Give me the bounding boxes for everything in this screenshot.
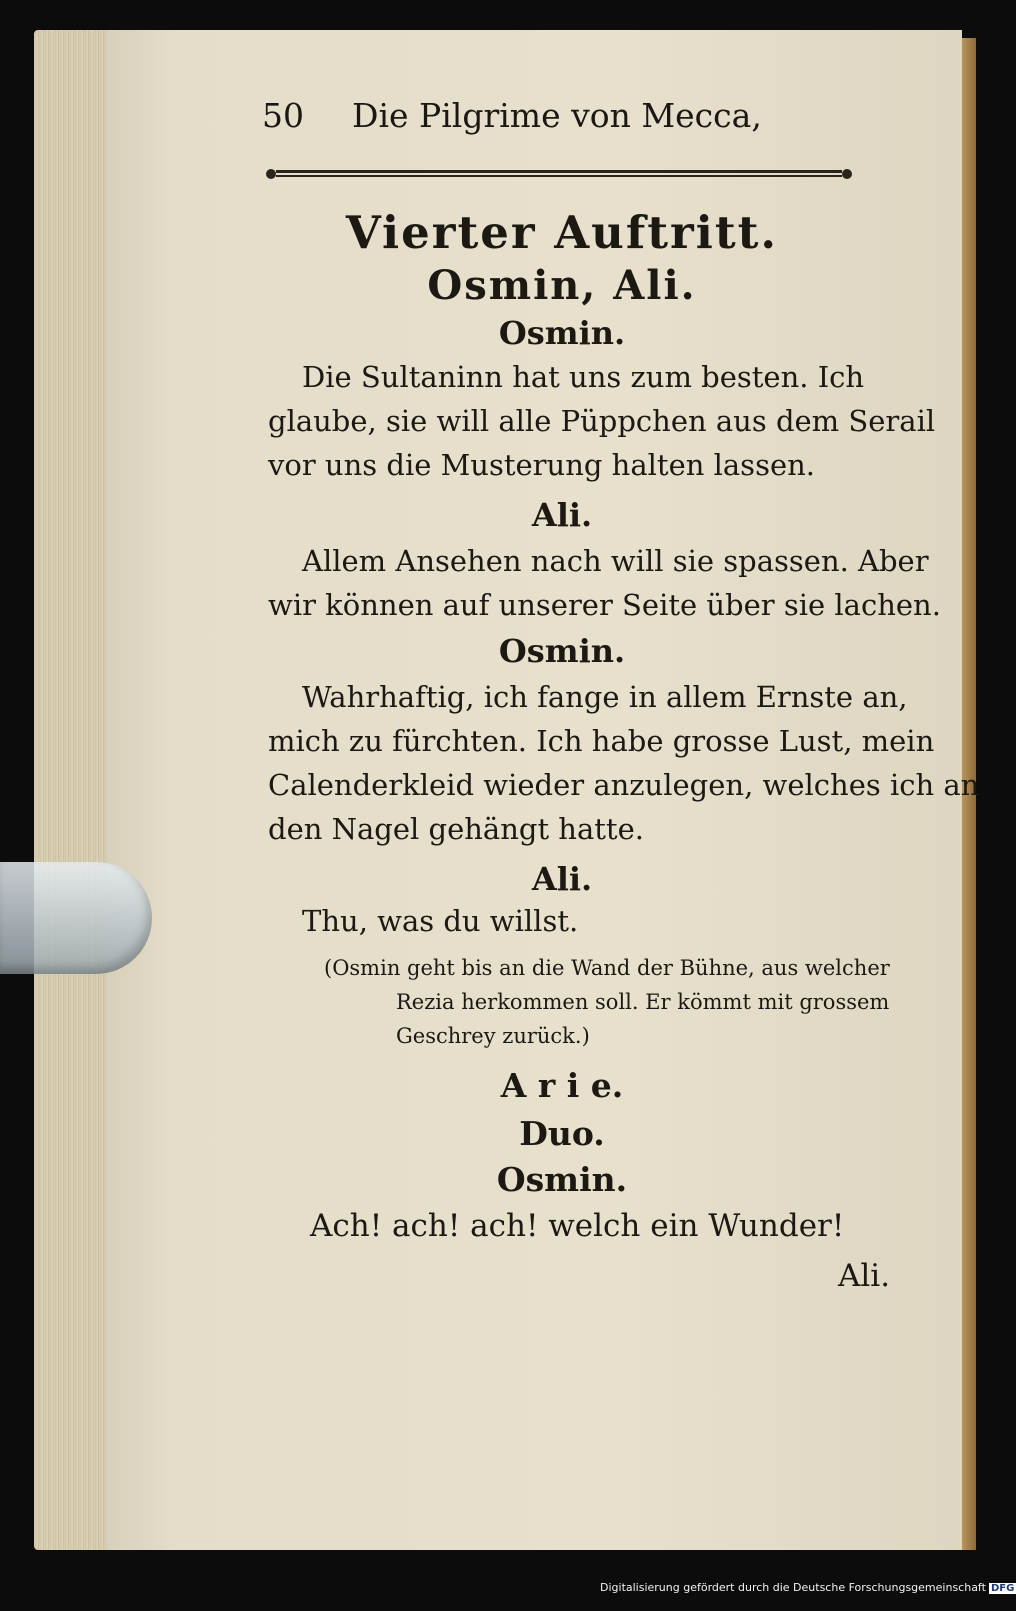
page-edges [34,30,114,1550]
character-list: Osmin, Ali. [427,262,697,309]
song-line: Ach! ach! ach! welch ein Wunder! [310,1208,845,1244]
speaker-name: Ali. [531,496,593,534]
aria-heading: A r i e. [500,1066,624,1105]
stage-direction: (Osmin geht bis an die Wand der Bühne, aus welcher [324,956,890,980]
song-speaker: Osmin. [496,1160,628,1199]
speaker-name: Osmin. [498,632,626,670]
dialogue-line: Thu, was du willst. [302,904,579,938]
dialogue-line: Die Sultaninn hat uns zum besten. Ich [302,360,865,394]
footer-credit [600,1581,1015,1601]
dialogue-line: den Nagel gehängt hatte. [268,812,644,846]
dialogue-line: Calenderkleid wieder anzulegen, welches ich an [268,768,980,802]
speaker-name: Ali. [531,860,593,898]
dialogue-line: Allem Ansehen nach will sie spassen. Aber [302,544,929,578]
dfg-logo: DFG [990,1583,1015,1594]
dialogue-line: vor uns die Musterung halten lassen. [268,448,816,482]
running-head-title: Die Pilgrime von Mecca, [352,96,762,135]
page-number: 50 [262,96,304,135]
stage-direction: Rezia herkommen soll. Er kömmt mit grossem [396,990,890,1014]
scene-title: Vierter Auftritt. [345,206,779,259]
catchword: Ali. [838,1258,891,1294]
dialogue-line: wir können auf unserer Seite über sie lachen. [268,588,941,622]
ornamental-rule [266,169,852,179]
duo-heading: Duo. [519,1114,605,1153]
dialogue-line: glaube, sie will alle Püppchen aus dem Serail [268,404,936,438]
dialogue-line: mich zu fürchten. Ich habe grosse Lust, mein [268,724,935,758]
page-clip [0,862,152,974]
speaker-name: Osmin. [498,314,626,352]
footer-text: Digitalisierung gefördert durch die Deutsche Forschungsgemeinschaft [600,1581,986,1594]
running-header [262,96,782,140]
dialogue-line: Wahrhaftig, ich fange in allem Ernste an, [302,680,908,714]
stage-direction: Geschrey zurück.) [396,1024,590,1048]
